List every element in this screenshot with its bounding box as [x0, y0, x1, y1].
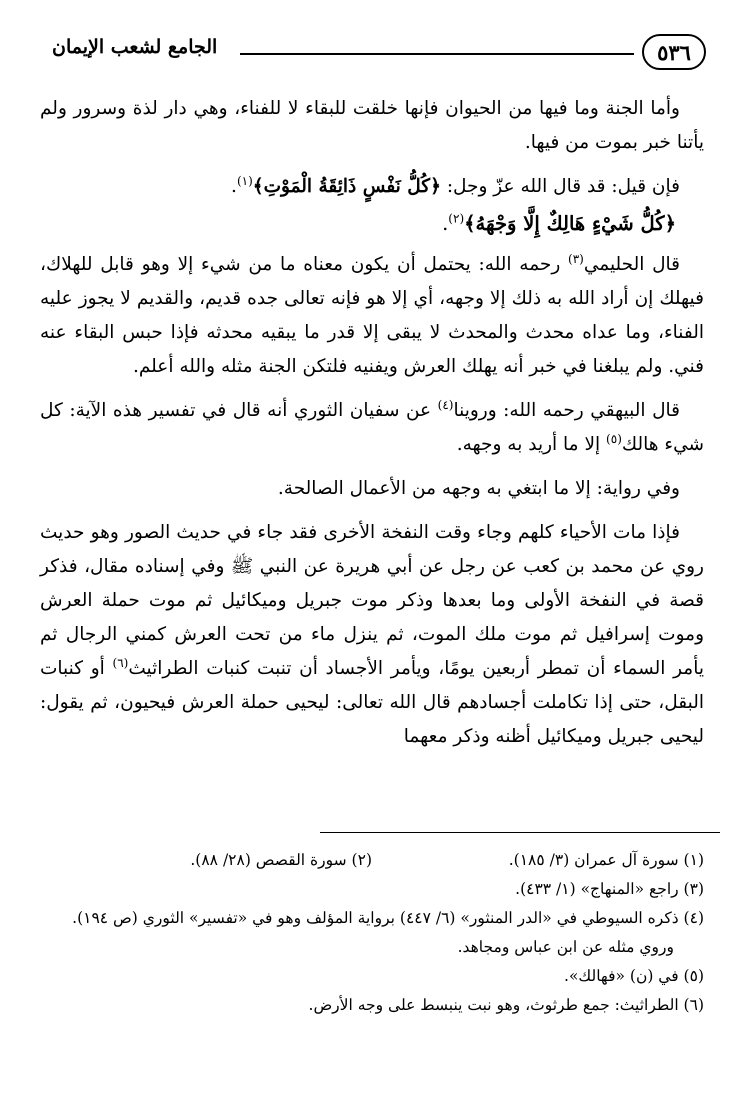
quran-verse-2: ﴿كُلُّ شَيْءٍ هَالِكٌ إِلَّا وَجْهَهُ﴾	[464, 212, 676, 235]
punctuation: .	[231, 176, 237, 197]
page-number: ٥٣٦	[642, 34, 706, 70]
footnote-5: (٥) في (ن) «فهالك».	[564, 967, 704, 985]
footnote-2: (٢) سورة القصص (٢٨/ ٨٨).	[190, 851, 372, 869]
footnote-1: (١) سورة آل عمران (٣/ ١٨٥).	[508, 851, 704, 869]
footnote-ref-2: (٢)	[448, 211, 465, 226]
footnote-ref-1: (١)	[236, 173, 253, 188]
halimi-start: قال الحليمي	[583, 254, 681, 275]
question-prefix: فإن قيل: قد قال الله عزّ وجل:	[440, 176, 680, 197]
paragraph-text: وأما الجنة وما فيها من الحيوان فإنها خلقت للبقاء لا للفناء، وهي دار لذة وسرور ولم يأتنا خبر بموت من فيها.	[40, 98, 704, 153]
page-header	[52, 34, 706, 76]
bayhaqi-mid: عن سفيان الثوري أنه قال في تفسير هذه الآية: كل شيء هالك	[40, 400, 704, 455]
paragraph-trumpet	[40, 516, 704, 754]
narration-text: وفي رواية: إلا ما ابتغي به وجهه من الأعمال الصالحة.	[277, 478, 680, 499]
footnotes	[40, 846, 704, 1020]
paragraph-halimi	[40, 248, 704, 384]
footnote-ref-3: (٣)	[568, 251, 584, 266]
bayhaqi-end: إلا ما أريد به وجهه.	[456, 434, 607, 455]
trumpet-text: فإذا مات الأحياء كلهم وجاء وقت النفخة الأخرى فقد جاء في حديث الصور وهو حديث روي عن محمد بن كعب عن رجل عن أبي هريرة عن النبي ﷺ وفي إسناده مقال، فذكر قصة في النفخة الأولى وما بعدها وذكر موت جبريل وميكائيل ثم موت حملة العرش وموت إسرافيل ثم موت ملك الموت، ثم ينزل ماء من تحت العرش كمني الرجال ثم يأمر السماء أن تمطر أربعين يومًا، ويأمر الأجساد أن تنبت كنبات الطراثيث	[40, 522, 704, 679]
footnote-ref-5: (٥)	[606, 431, 622, 446]
bayhaqi-start: قال البيهقي رحمه الله: وروينا	[453, 400, 680, 421]
quran-verse-1: ﴿كُلُّ نَفْسٍ ذَائِقَةُ الْمَوْتِ﴾	[252, 176, 441, 197]
trumpet-end: أو كنبات البقل، حتى إذا تكاملت أجسادهم قال الله تعالى: ليحيى حملة العرش فيحيون، ثم يقول: ليحيى جبريل وميكائيل أظنه وذكر معهما	[40, 658, 704, 747]
footnote-row	[40, 846, 704, 875]
footnote-ref-6: (٦)	[112, 655, 129, 670]
paragraph-paradise	[40, 92, 704, 160]
quran-verse-line	[40, 206, 704, 242]
footnote-4-continued: وروي مثله عن ابن عباس ومجاهد.	[457, 938, 674, 956]
footnote-separator	[320, 832, 720, 833]
footnote-6: (٦) الطراثيث: جمع طرثوث، وهو نبت ينبسط على وجه الأرض.	[308, 996, 704, 1014]
footnote-ref-4: (٤)	[437, 397, 454, 412]
main-text	[40, 92, 704, 764]
halimi-text: رحمه الله: يحتمل أن يكون معناه ما من شيء إلا وهو قابل للهلاك، فيهلك إن أراد الله به ذلك إلا وجهه، أي إلا هو فإنه تعالى جده قديم، والقديم لا يجوز عليه الفناء، وما عداه محدث والمحدث لا يبقى إلا قدر ما يبقيه محدثه فإذا حبس البقاء عنه فني. ولم يبلغنا في خبر أنه يهلك العرش ويفنيه فلتكن الجنة مثله والله أعلم.	[40, 254, 704, 377]
header-rule	[240, 53, 634, 55]
paragraph-bayhaqi	[40, 394, 704, 462]
punctuation: .	[442, 212, 449, 235]
footnote-3: (٣) راجع «المنهاج» (١/ ٤٣٣).	[515, 880, 704, 898]
paragraph-narration	[40, 472, 704, 506]
running-title: الجامع لشعب الإيمان	[52, 36, 218, 58]
footnote-4: (٤) ذكره السيوطي في «الدر المنثور» (٦/ ٤٤٧) برواية المؤلف وهو في «تفسير» الثوري (ص ١٩٤).	[72, 909, 704, 927]
paragraph-question	[40, 170, 704, 204]
